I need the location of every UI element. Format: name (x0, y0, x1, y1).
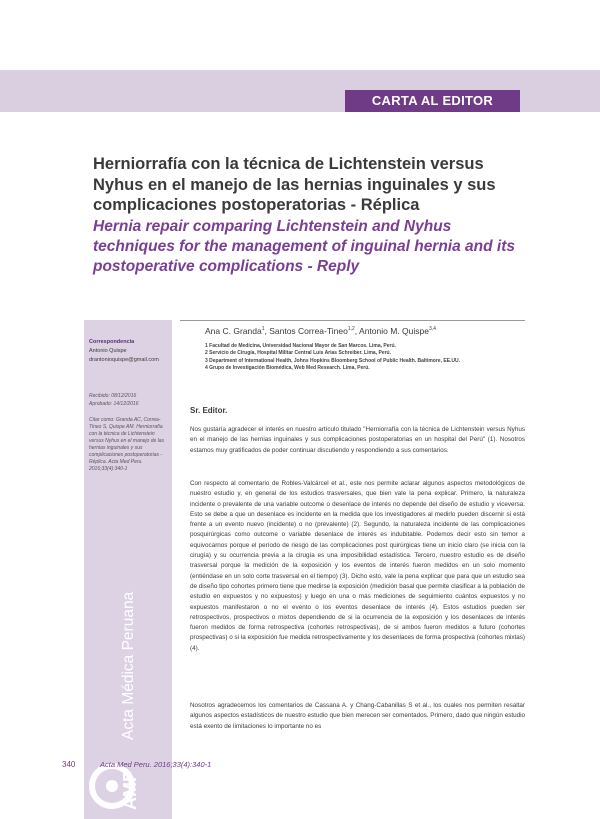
citation-note: Citar como: Granda AC, Correa-Tineo S, Quispe AM. Herniorrafía con la técnica de Lichtenstein versus Nyhus en el manejo de las hernias inguinales y sus complicaciones postoperatorias - Réplica. Acta Med Peru. 2016;33(4):340-1 (89, 417, 165, 472)
author-affiliation-ref: 3,4 (428, 326, 436, 333)
author-separator: , (264, 326, 270, 336)
received-date: Recibido: 08/12/2016 (89, 393, 137, 399)
affiliation: 4 Grupo de Investigación Biomédica, Web Med Research. Lima, Perú. (205, 364, 370, 371)
body-paragraph: Nos gustaría agradecer el interés en nuestro artículo titulado "Herniorrafía con la técnica de Lichtenstein versus Nyhus en el manejo de las hernias inguinales y sus complicaciones postoperatorias en un hospital del Perú" (1). Nosotros estamos muy gratificados de poder continuar discutiendo y respondiendo a sus comentarios. (190, 426, 525, 454)
author: Antonio M. Quispe (359, 326, 429, 336)
author: Ana C. Granda (205, 326, 262, 336)
body-paragraph: Con respecto al comentario de Robles-Valcárcel et al., este nos permite aclarar algunos aspectos metodológicos de nuestro estudio y, en general de los estudios trasversales, que bien vale la pena explicar. Primero, la naturaleza incidente o prevalente de una variable outcome o desenlace de interés no depende del diseño de estudio y viceversa. Esto se debe a que un desenlace es incidente en la medida que los investigadores al medirlo pueden discernir si está frente a un evento nuevo (incidente) o no (prevalente) (2). Segundo, la naturaleza incidente de las complicaciones posquirúrgicas como outcome o variable desenlace de interés es indubitable. Podemos decir esto sin temor a equivocarnos porque el período de riesgo de las complicaciones post quirúrgicas tiene un inicio claro (se inicia con la cirugía) y su ocurrencia previa a la cirugía es una imposibilidad estadística. Tercero, nuestro estudio es de diseño trasversal porque la medición de la exposición y los eventos de interés fueron medidos en un solo momento (entiéndase en un solo corte trasversal en el tiempo) (3). Dicho esto, vale la pena explicar que para que un estudio sea de diseño tipo cohortes primero tiene que medirse la exposición (medición basal que permite clasificar a la población de estudio en expuestos y no expuestos) y luego en una o más mediciones de seguimiento cuántos expuestos y no expuestos manifestaron o no el evento o los eventos desenlace de interés (4). Estos estudios pueden ser retrospectivos, prospectivos o mixtos dependiendo de si la ocurrencia de la exposición y los desenlaces de interés fueron medidos de forma retrospectiva (cohortes retrospectivas), de si ambos fueron medidos a futuro (cohortes prospectivas) o si la exposición fue medida retrospectivamente y los desenlaces de forma prospectiva (cohortes mixtas) (4). (190, 480, 525, 652)
salutation: Sr. Editor. (190, 406, 228, 415)
affiliation: 2 Servicio de Cirugía, Hospital Militar Central Luis Arias Schreiber. Lima, Perú. (205, 350, 391, 357)
page-number: 340 (62, 760, 76, 769)
author: Santos Correa-Tineo (269, 326, 348, 336)
author-list (205, 326, 436, 336)
correspondence-label: Correspondencia (89, 339, 135, 345)
section-label: CARTA AL EDITOR (345, 90, 520, 112)
correspondence-email[interactable]: drantonioquispe@gmail.com (89, 357, 159, 363)
footer-citation: Acta Med Peru. 2016;33(4):340-1 (100, 760, 212, 769)
author-affiliation-ref: 1,2 (347, 326, 355, 333)
journal-name-vertical: Acta Médica Peruana (120, 591, 137, 740)
affiliation-list (205, 343, 530, 372)
logo-acronym: AMP (120, 770, 140, 810)
affiliation: 1 Facultad de Medicina, Universidad Nacional Mayor de San Marcos. Lima, Perú. (205, 343, 396, 349)
author-separator: , (354, 326, 360, 336)
affiliation: 3 Department of International Health, Johns Hopkins Bloomberg School of Public Health. Baltimore, EE.UU. (205, 357, 461, 364)
author-affiliation-ref: 1 (261, 326, 265, 333)
article-title-english: Hernia repair comparing Lichtenstein and Nyhus techniques for the management of inguinal hernia and its postoperative complications - Reply (93, 218, 515, 275)
body-paragraph: Nosotros agradecemos los comentarios de Cassana A. y Chang-Cabanillas S et al., los cuales nos permiten resaltar algunos aspectos estadísticos de nuestro estudio que bien merecen ser comentados. Primero, dado que ningún estudio está exento de limitaciones lo importante no es (190, 702, 525, 730)
article-title-spanish: Herniorrafía con la técnica de Lichtenstein versus Nyhus en el manejo de las hernias inguinales y sus complicaciones postoperatorias - Réplica (93, 155, 496, 214)
approved-date: Aprobado: 14/12/2016 (89, 401, 139, 407)
correspondence-name: Antonio Quispe (89, 348, 127, 354)
divider (180, 320, 525, 321)
